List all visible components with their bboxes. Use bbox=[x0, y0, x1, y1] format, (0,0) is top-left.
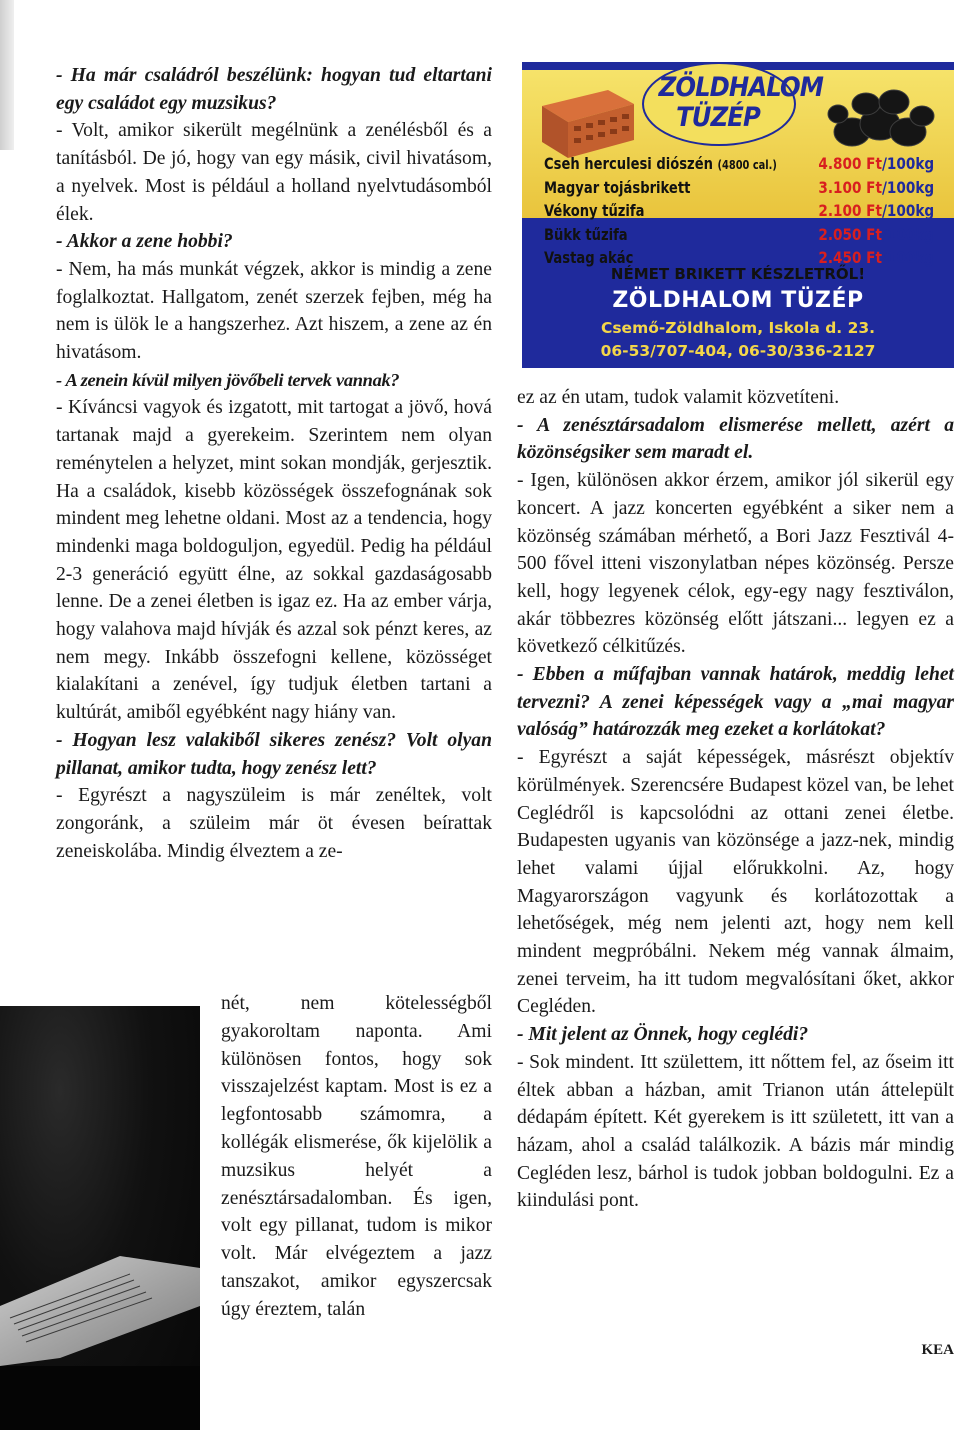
price-list bbox=[522, 152, 954, 270]
product-price: 2.100 Ft bbox=[818, 201, 882, 220]
product-calorie: (4800 cal.) bbox=[717, 158, 777, 172]
advertisement-zoldhalom-tuzep bbox=[522, 62, 954, 368]
price-unit: /100kg bbox=[881, 248, 934, 267]
answer: - Sok mindent. Itt születtem, itt nőttem fel, az őseim itt éltek abban a házban, amit Trianon után áttelepült dédapám épített. Két gyerekem is itt született, itt van a házam, ahol a család találkozik. A bázis már mindig Cegléden lesz, bárhol is tudok jobban boldogulni. Ez a kiindulási pont. bbox=[517, 1051, 954, 1212]
product-price: 2.050 Ft bbox=[818, 224, 882, 244]
article-left-column bbox=[56, 62, 492, 865]
product-name: Magyar tojásbrikett bbox=[544, 177, 691, 197]
page-edge-strip bbox=[0, 0, 14, 150]
price-row bbox=[522, 199, 954, 223]
ad-phone: 06-53/707-404, 06-30/336-2127 bbox=[600, 342, 876, 360]
ad-address: Csemő-Zöldhalom, Iskola d. 23. bbox=[600, 319, 876, 337]
ad-note: NÉMET BRIKETT KÉSZLETRŐL! bbox=[610, 265, 866, 283]
price-unit: /100kg bbox=[881, 177, 934, 197]
answer: ez az én utam, tudok valamit közvetíteni. bbox=[517, 387, 840, 408]
price-row bbox=[522, 223, 954, 247]
question: - Ebben a műfajban vannak határok, meddig lehet tervezni? A zenei képességek vagy a „mai magyar valóság” határozzák meg ezeket a korlátokat? bbox=[517, 664, 954, 741]
answer: - Nem, ha más munkát végzek, akkor is mindig a zene foglalkoztat. Hallgatom, zenét szerzek fejben, még ha nem is ülök le a hangszerhez. Azt hiszem, a zene az én hivatásom. bbox=[56, 258, 492, 364]
product-name: Vékony tűzifa bbox=[544, 201, 645, 220]
article-right-column bbox=[517, 384, 954, 1215]
ad-brand-name: ZÖLDHALOM bbox=[658, 72, 824, 103]
price-row bbox=[522, 152, 954, 176]
product-price: 3.100 Ft bbox=[818, 177, 882, 197]
product-name: Cseh herculesi diószén bbox=[544, 154, 713, 173]
brick-icon bbox=[538, 82, 638, 162]
sheet-music-icon bbox=[0, 1006, 200, 1430]
question: - Hogyan lesz valakiből sikeres zenész? Volt olyan pillanat, amikor tudta, hogy zenész lett? bbox=[56, 729, 492, 779]
article-left-column-continued bbox=[221, 990, 492, 1324]
answer: - Kíváncsi vagyok és izgatott, mit tartogat a jövő, hová tartanak majd a gyerekeim. Szerintem nem olyan reménytelen a helyzet, mint sokan mondják, gerjesztik. Ha a családok, kisebb közösségek összefognának sok mindent meg lehetne oldani. Most az a tendencia, hogy mindenki maga boldoguljon, egyedül. Pedig ha például 2-3 generáció együtt élne, az sokkal gazdaságosabb lenne. De a zenei életben is igaz ez. Ha az ember várja, hogy valahova majd hívják és azzal sok pénzt keres, az nem megy. Inkább összefogni kellene, közösséget kialakítani a zenével, így tudjuk életben tartani a kultúrát, amiből egyébként nagy hiány van. bbox=[56, 397, 492, 724]
question: - Akkor a zene hobbi? bbox=[56, 231, 233, 253]
price-row bbox=[522, 176, 954, 200]
price-unit: /100kg bbox=[881, 154, 934, 173]
question: - A zenein kívül milyen jövőbeli tervek vannak? bbox=[56, 369, 400, 390]
product-price: 2.450 Ft bbox=[818, 248, 882, 267]
price-unit: /100kg bbox=[881, 224, 934, 244]
answer: - Igen, különösen akkor érzem, amikor jól sikerül egy koncert. A jazz koncerten egyébként a siker nem a közönség számában mérhető, a Bori Jazz Fesztivál 4-500 fővel itteni viszonylatban népes közönség. Persze kell, hogy legyenek célok, egy-egy nagy fesztiválon, akár többezres közönség előtt játszani... legyen ez a következő célkitűzés. bbox=[517, 470, 954, 658]
product-price: 4.800 Ft bbox=[818, 154, 882, 173]
question: - A zenésztársadalom elismerése mellett, azért a közönségsiker sem maradt el. bbox=[517, 414, 954, 464]
product-name: Bükk tűzifa bbox=[544, 224, 628, 244]
question: - Mit jelent az Önnek, hogy ceglédi? bbox=[517, 1024, 809, 1046]
product-name: Vastag akác bbox=[544, 248, 634, 267]
musician-photo bbox=[0, 1006, 200, 1430]
ad-title: ZÖLDHALOM TÜZÉP bbox=[612, 288, 864, 313]
price-unit: /100kg bbox=[881, 201, 934, 220]
author-byline: KEA bbox=[921, 1342, 954, 1358]
question: - Ha már családról beszélünk: hogyan tud eltartani egy családot egy muzsikus? bbox=[56, 65, 492, 114]
answer-continued: nét, nem kötelességből gyakoroltam naponta. Ami különösen fontos, hogy sok visszajelzést kaptam. Most is ez a legfontosabb számomra, a kollégák elismerése, ők kijelölik a muzsikus helyét a zenésztársadalomban. És igen, volt egy pillanat, tudom is mikor volt. Már elvégeztem a jazz tanszakot, amikor egyszercsak úgy éreztem, talán bbox=[221, 993, 492, 1320]
answer: - Egyrészt a nagyszüleim is már zenéltek, volt zongoránk, a szüleim már öt évesen beírattak zeneiskolába. Mindig élveztem a ze- bbox=[56, 785, 492, 862]
answer: - Volt, amikor sikerült megélnünk a zenélésből és a tanításból. De jó, hogy van egy másik, civil hivatásom, a nyelvek. Most is például a holland nyelvtudásomból élek. bbox=[56, 120, 492, 225]
answer: - Egyrészt a saját képességek, másrészt objektív körülmények. Szerencsére Budapest közel van, be lehet Ceglédről is kapcsolódni az ottani zenei életbe. Budapesten ugyanis van közönsége a jazz-nek, mindig lehet valami újjal előrukkolni. Az, hogy Magyarországon vagyunk és korlátozottak a lehetőségek, még nem jelenti azt, hogy nem kell mindent megpróbálni. Nekem még vannak álmaim, zenei terveim, ha itt tudom megvalósítani őket, akkor Cegléden. bbox=[517, 747, 954, 1018]
coal-icon bbox=[822, 76, 942, 156]
ad-brand-subname: TÜZÉP bbox=[676, 102, 760, 133]
